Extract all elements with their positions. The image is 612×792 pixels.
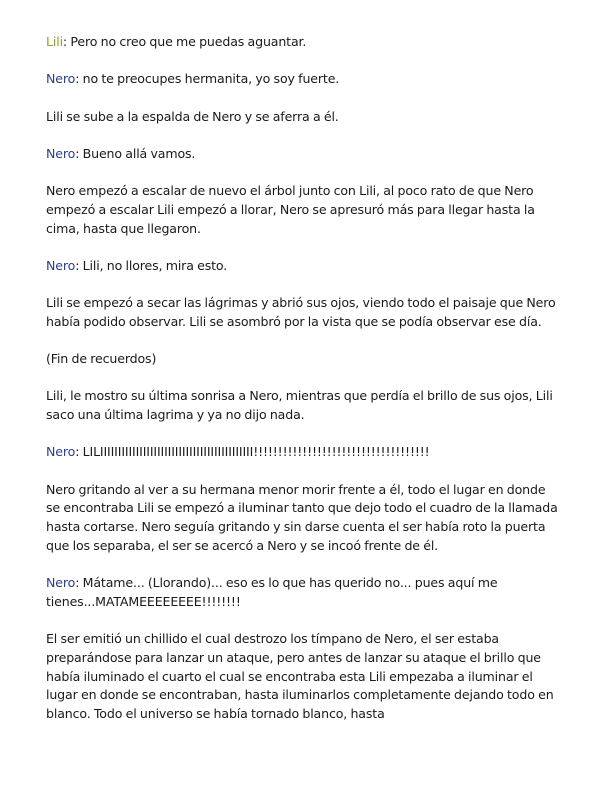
speaker-name-nero: Nero	[46, 71, 76, 87]
speaker-name-nero: Nero	[46, 575, 76, 591]
dialogue-text: : Pero no creo que me puedas aguantar.	[62, 34, 307, 49]
narration-paragraph: Nero empezó a escalar de nuevo el árbol junto con Lili, al poco rato de que Nero empezó a escalar Lili empezó a llorar, Nero se apresuró más para llegar hasta la cima, hasta que llegaron.	[46, 183, 535, 236]
dialogue-paragraph	[46, 574, 562, 611]
narration-paragraph: (Fin de recuerdos)	[46, 351, 157, 367]
dialogue-text: : LILIIIIIIIIIIIIIIIIIIIIIIIIIIIIIIIIIIIIIIIIIII!!!!!!!!!!!!!!!!!!!!!!!!!!!!!!!!!!!!	[75, 444, 430, 460]
narration-paragraph: Lili, le mostro su última sonrisa a Nero, mientras que perdía el brillo de sus ojos, Lili saco una última lagrima y ya no dijo nada.	[46, 388, 553, 423]
dialogue-text: : Mátame... (Llorando)... eso es lo que has querido no... pues aquí me tienes...MATAMEEEEEEEE!!!!!!!!	[46, 575, 498, 609]
narration-paragraph: Lili se empezó a secar las lágrimas y abrió sus ojos, viendo todo el paisaje que Nero había podido observar. Lili se asombró por la vista que se podía observar ese día.	[46, 295, 556, 329]
dialogue-text: : Lili, no llores, mira esto.	[75, 257, 228, 273]
dialogue-text: : Bueno allá vamos.	[75, 145, 196, 161]
narration-paragraph: Nero gritando al ver a su hermana menor morir frente a él, todo el lugar en donde se encontraba Lili se empezó a iluminar tanto que dejo todo el cuadro de la llamada hasta cortarse. Nero seguía gritando y sin darse cuenta el ser había roto la puerta que los separaba, el ser se acercó a Nero y se incoó frente de él.	[46, 481, 558, 553]
speaker-name-lili: Lili	[46, 34, 63, 49]
dialogue-text: : no te preocupes hermanita, yo soy fuerte.	[75, 71, 340, 87]
dialogue-paragraph	[46, 443, 562, 462]
narration-paragraph: Lili se sube a la espalda de Nero y se aferra a él.	[46, 108, 339, 124]
dialogue-paragraph	[46, 33, 562, 52]
dialogue-paragraph	[46, 257, 562, 276]
dialogue-paragraph	[46, 145, 562, 164]
speaker-name-nero: Nero	[46, 257, 76, 273]
speaker-name-nero: Nero	[46, 145, 76, 161]
speaker-name-nero: Nero	[46, 444, 76, 460]
narration-paragraph: El ser emitió un chillido el cual destrozo los tímpano de Nero, el ser estaba preparándose para lanzar un ataque, pero antes de lanzar su ataque el brillo que había iluminado el cuarto el cual se encontraba esta Lili empezaba a iluminar el lugar en donde se encontraban, hasta iluminarlos completamente dejando todo en blanco. Todo el universo se había tornado blanco, hasta	[46, 631, 554, 721]
dialogue-paragraph	[46, 70, 562, 89]
